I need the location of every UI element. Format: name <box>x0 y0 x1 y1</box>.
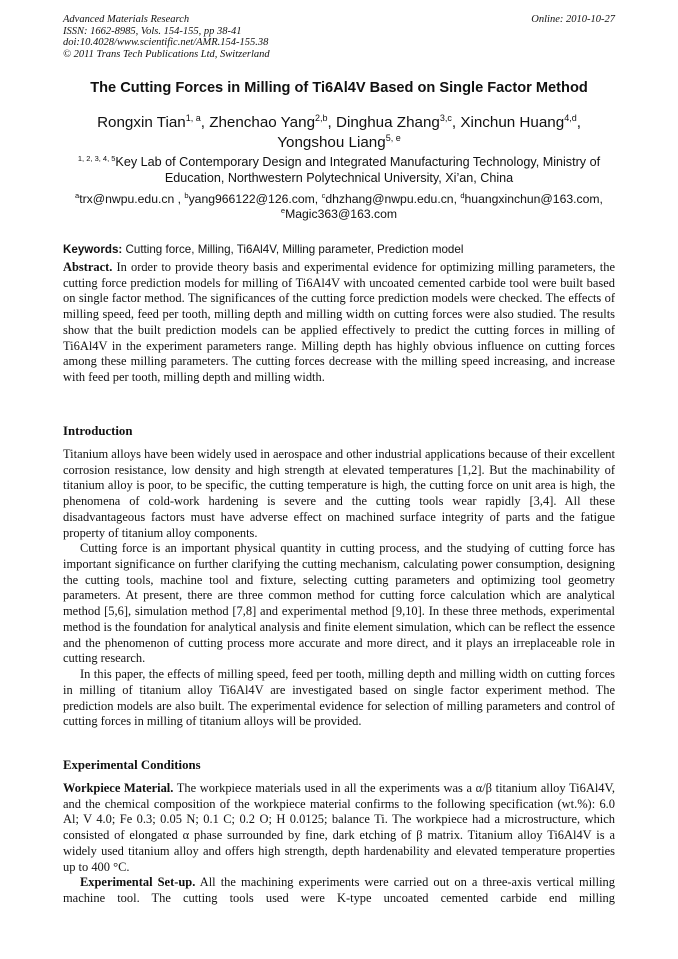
author-email: yang966122@126.com, <box>188 192 319 206</box>
setup-label: Experimental Set-up. <box>80 875 196 890</box>
online-date: Online: 2010-10-27 <box>531 14 615 25</box>
abstract-label: Abstract. <box>63 260 113 274</box>
author-name: Rongxin Tian <box>97 114 186 131</box>
author-email: huangxinchun@163.com, <box>464 192 603 206</box>
journal-header <box>63 14 615 60</box>
author-affiliation-mark: 3,c <box>439 113 452 123</box>
author-name: Dinghua Zhang <box>336 114 440 131</box>
author-affiliation-mark: 5, e <box>385 133 401 143</box>
paper-title: The Cutting Forces in Milling of Ti6Al4V Based on Single Factor Method <box>90 80 588 96</box>
email-list <box>50 192 628 222</box>
affiliation-mark: 1, 2, 3, 4, 5 <box>77 154 116 163</box>
issn-line: ISSN: 1662-8985, Vols. 154-155, pp 38-41 <box>63 25 242 37</box>
email-mark: d <box>460 191 465 200</box>
experimental-heading: Experimental Conditions <box>63 758 201 772</box>
author-list: Rongxin Tian$^{1, a}$, Zhenchao Yang$^{2,b}$, Dinghua Zhang$^{3,c}$, Xinchun Huang$^{4,d}$, Yongshou Liang$^{5, e}$ <box>97 113 581 151</box>
author-name: Xinchun Huang <box>460 114 565 131</box>
keywords-label: Keywords: <box>63 243 123 256</box>
journal-name: Advanced Materials Research <box>63 14 190 25</box>
paragraph: Titanium alloys have been widely used in aerospace and other industrial applications because of their excellent corrosion resistance, low density and high strength at elevated temperatures [1,2]. But the machinability of titanium alloy is poor, to be specific, the cutting temperature is high, the cutting force on unit area is high, the phenomena of cold-work hardening is severe and the cutting tools wear rapidly [3,4]. All these disadvantageous factors must have adverse effect on machined surface integrity of parts and the fatigue property of titanium alloy components. <box>63 447 615 540</box>
paragraph: In this paper, the effects of milling speed, feed per tooth, milling depth and milling width on cutting forces in milling of titanium alloy Ti6Al4V are investigated based on single factor experiment method. The prediction models are also built. The experimental evidence for selection of milling parameters and control of cutting forces in milling of titanium alloys will be provided. <box>63 667 615 729</box>
abstract <box>63 260 615 386</box>
affiliation <box>60 154 618 186</box>
email-mark: c <box>321 191 326 200</box>
experimental-body <box>63 781 615 907</box>
introduction-heading: Introduction <box>63 424 133 438</box>
author-name: Yongshou Liang <box>277 134 386 151</box>
setup-text: All the machining experiments were carried out on a three-axis vertical milling machine tool. The cutting tools used were K-type uncoated cemented carbide end milling <box>63 875 615 906</box>
paragraph: Cutting force is an important physical quantity in cutting process, and the studying of cutting force has important significance on further clarifying the cutting mechanism, calculating power consumption, designing the cutting tools, machine tool and fixture, selecting cutting parameters and optimizing tool geometry parameters. At present, there are three common method for cutting force calculation which are analytical method [5,6], simulation method [7,8] and experimental method [9,10]. In these three methods, experimental method is the foundation for analytical analysis and finite element simulation, which can be reflect the essence and the phenomenon of cutting process more accurate and more direct, and it plays an irreplaceable role in cutting research. <box>63 541 615 666</box>
author-affiliation-mark: 4,d <box>564 113 577 123</box>
introduction-body <box>63 447 615 730</box>
author-affiliation-mark: 1, a <box>185 113 201 123</box>
author-affiliation-mark: 2,b <box>315 113 328 123</box>
affiliation-text: Key Lab of Contemporary Design and Integrated Manufacturing Technology, Ministry of Education, Northwestern Polytechnical University, Xi’an, China <box>115 155 601 185</box>
keywords <box>63 242 623 257</box>
author-email: Magic363@163.com <box>285 207 398 221</box>
email-mark: a <box>75 191 80 200</box>
keywords-text: Cutting force, Milling, Ti6Al4V, Milling parameter, Prediction model <box>125 243 464 256</box>
author-name: Zhenchao Yang <box>209 114 316 131</box>
workpiece-label: Workpiece Material. <box>63 781 174 795</box>
copyright-line: © 2011 Trans Tech Publications Ltd, Switzerland <box>63 48 270 60</box>
workpiece-text: The workpiece materials used in all the experiments was a α/β titanium alloy Ti6Al4V, and the chemical composition of the workpiece material confirms to the following specification (wt.%): 6.0 Al; V 4.0; Fe 0.3; 0.05 N; 0.1 C; 0.2 O; H 0.0125; balance Ti. The workpiece had a microstructure, which consisted of elongated α phase surrounded by fine, dark etching of β matrix. Titanium alloy Ti6Al4V is a widely used titanium alloy and offers high strength, depth hardenability and elevated temperature properties up to 400 °C. <box>63 781 615 874</box>
email-mark: b <box>184 191 189 200</box>
author-email: dhzhang@nwpu.edu.cn, <box>325 192 457 206</box>
doi-line: doi:10.4028/www.scientific.net/AMR.154-155.38 <box>63 37 269 48</box>
abstract-text: In order to provide theory basis and experimental evidence for optimizing milling parameters, the cutting force prediction models for milling of Ti6Al4V with uncoated cemented carbide tool were built based on single factor method. The significances of the cutting force prediction models were checked. The effects of milling speed, feed per tooth, milling depth and milling width on cutting forces were also studied. The results show that the built prediction models can be applied effectively to predict the cutting forces in milling of Ti6Al4V in the experiment parameters range. Milling depth has highly obvious influence on cutting forces among these milling parameters. The cutting forces decrease with the milling speed increasing, and increase with feed per tooth, milling depth and milling width. <box>63 260 615 385</box>
email-mark: e <box>280 206 286 215</box>
author-email: trx@nwpu.edu.cn , <box>79 192 182 206</box>
